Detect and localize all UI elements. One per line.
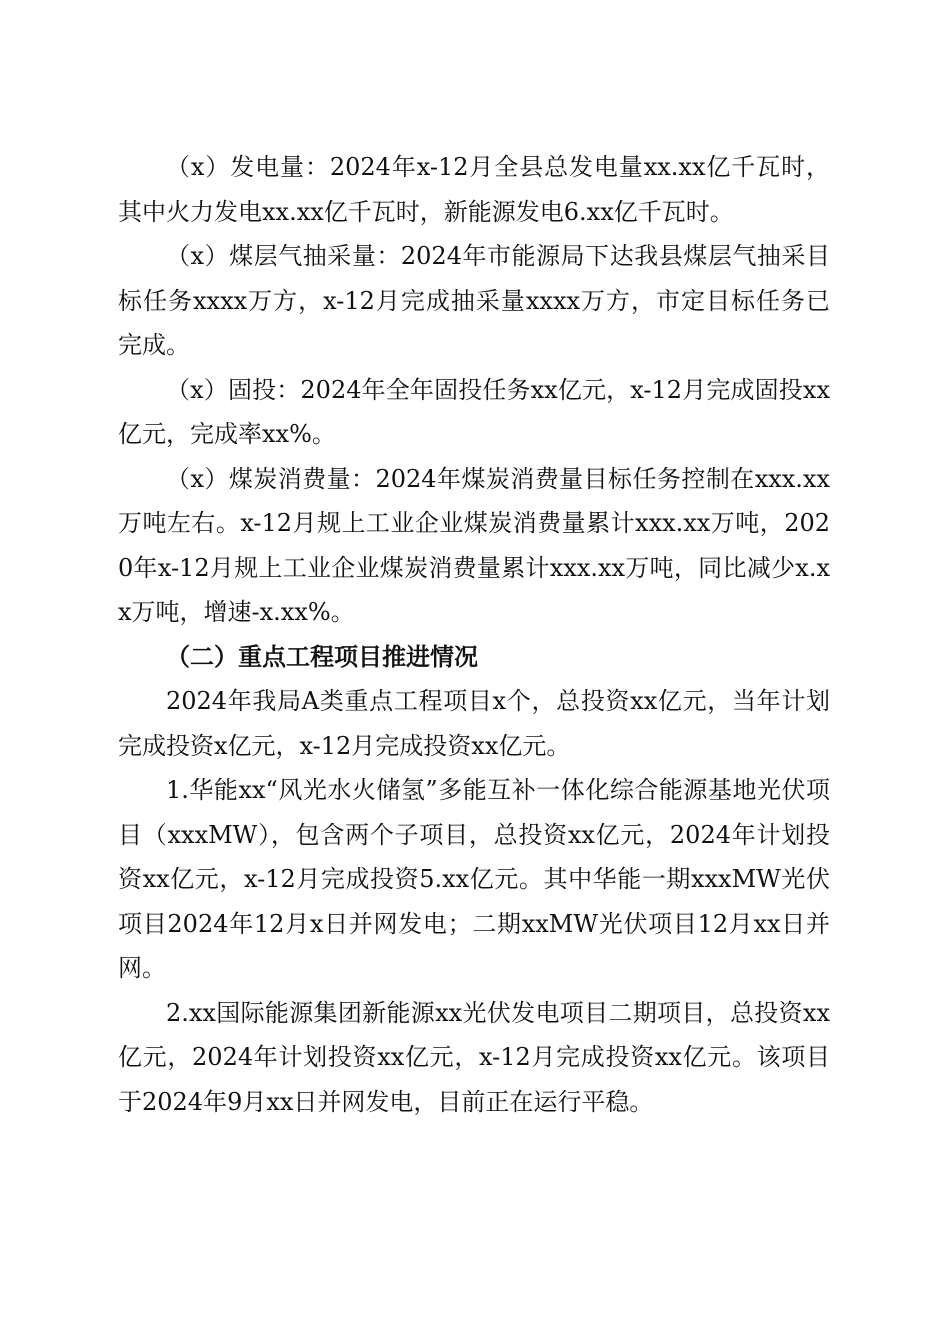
section-heading: （二）重点工程项目推进情况: [166, 641, 478, 671]
paragraph-coal-consumption: （x）煤炭消费量：2024年煤炭消费量目标任务控制在xxx.xx万吨左右。x-12月规上工业企业煤炭消费量累计xxx.xx万吨，2020年x-12月规上工业企业煤炭消费量累计xxx.xx万吨，同比减少x.xx万吨，增速-x.xx%。: [118, 464, 830, 626]
paragraph-coalbed-methane: （x）煤层气抽采量：2024年市能源局下达我县煤层气抽采目标任务xxxx万方，x-12月完成抽采量xxxx万方，市定目标任务已完成。: [118, 242, 830, 359]
paragraph-project-2: 2.xx国际能源集团新能源xx光伏发电项目二期项目，总投资xx亿元，2024年计划投资xx亿元，x-12月完成投资xx亿元。该项目于2024年9月xx日并网发电，目前正在运行平稳。: [118, 998, 830, 1116]
paragraph-power-generation: （x）发电量：2024年x-12月全县总发电量xx.xx亿千瓦时，其中火力发电xx.xx亿千瓦时，新能源发电6.xx亿千瓦时。: [118, 153, 830, 226]
paragraph-project-1: 1.华能xx“风光水火储氢”多能互补一体化综合能源基地光伏项目（xxxMW），包含两个子项目，总投资xx亿元，2024年计划投资xx亿元，x-12月完成投资5.xx亿元。其中华能一期xxxMW光伏项目2024年12月x日并网发电；二期xxMW光伏项目12月xx日并网。: [118, 776, 830, 982]
paragraph-fixed-investment: （x）固投：2024年全年固投任务xx亿元，x-12月完成固投xx亿元，完成率xx%。: [118, 375, 830, 448]
paragraph-key-projects-summary: 2024年我局A类重点工程项目x个，总投资xx亿元，当年计划完成投资x亿元，x-12月完成投资xx亿元。: [118, 687, 830, 760]
document-page: [118, 145, 830, 1124]
